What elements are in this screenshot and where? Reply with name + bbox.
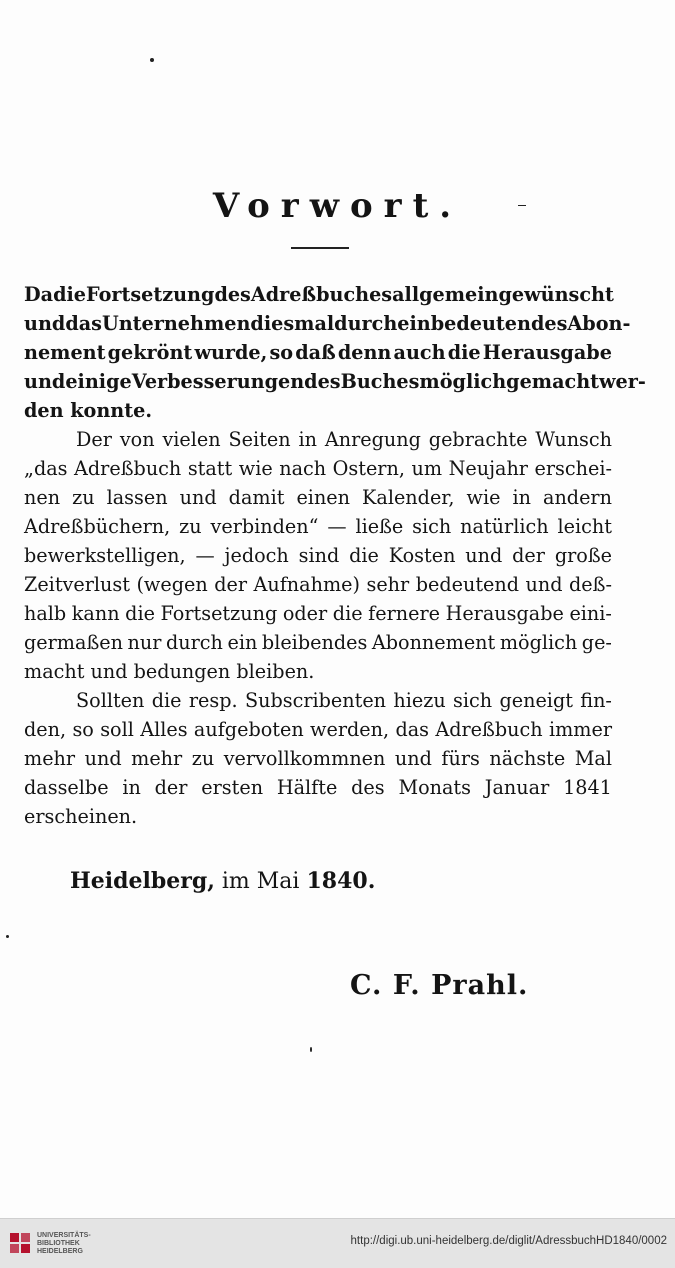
text-line: und einige Verbesserungen des Buches möglich gemacht wer- bbox=[24, 370, 646, 393]
library-logo-text bbox=[37, 1232, 91, 1256]
paragraph-2 bbox=[24, 425, 612, 686]
text-line: Sollten die resp. Subscribenten hiezu sich geneigt fin- bbox=[76, 689, 612, 712]
logo-line: UNIVERSITÄTS- bbox=[37, 1232, 91, 1239]
library-logo-icon bbox=[8, 1231, 32, 1255]
text-line: macht und bedungen bleiben. bbox=[24, 660, 315, 683]
text-line: den konnte. bbox=[24, 399, 152, 422]
logo-line: HEIDELBERG bbox=[37, 1248, 83, 1255]
title-divider bbox=[291, 247, 349, 249]
text-line: bewerkstelligen, — jedoch sind die Kosten und der große bbox=[24, 544, 612, 567]
text-line: und das Unternehmen diesmal durch ein bedeutendes Abon- bbox=[24, 312, 631, 335]
text-line: Da die Fortsetzung des Adreßbuches allgemein gewünscht bbox=[24, 283, 614, 306]
text-line: „das Adreßbuch statt wie nach Ostern, um Neujahr erschei- bbox=[24, 457, 612, 480]
text-line: Adreßbüchern, zu verbinden“ — ließe sich natürlich leicht bbox=[24, 515, 612, 538]
text-line: mehr und mehr zu vervollkommnen und fürs nächste Mal bbox=[24, 747, 612, 770]
page-speck bbox=[6, 935, 9, 938]
text-line: den, so soll Alles aufgeboten werden, das Adreßbuch immer bbox=[24, 718, 612, 741]
text-line: Der von vielen Seiten in Anregung gebrachte Wunsch bbox=[76, 428, 612, 451]
page-title: Vorwort. bbox=[212, 186, 463, 226]
text-line: nement gekrönt wurde, so daß denn auch die Herausgabe bbox=[24, 341, 612, 364]
place-city: Heidelberg, bbox=[70, 868, 215, 894]
text-line: halb kann die Fortsetzung oder die fernere Herausgabe eini- bbox=[24, 602, 612, 625]
text-line: nen zu lassen und damit einen Kalender, wie in andern bbox=[24, 486, 612, 509]
paragraph-1 bbox=[24, 280, 646, 425]
page-speck bbox=[150, 58, 154, 62]
logo-line: BIBLIOTHEK bbox=[37, 1240, 80, 1247]
place-year: 1840. bbox=[306, 868, 376, 894]
place-date-line bbox=[70, 868, 375, 894]
text-line: Zeitverlust (wegen der Aufnahme) sehr bedeutend und deß- bbox=[24, 573, 612, 596]
permalink-url[interactable]: http://digi.ub.uni-heidelberg.de/diglit/AdressbuchHD1840/0002 bbox=[350, 1235, 667, 1247]
paragraph-3 bbox=[24, 686, 612, 831]
text-line: germaßen nur durch ein bleibendes Abonnement möglich ge- bbox=[24, 631, 612, 654]
text-line: erscheinen. bbox=[24, 805, 138, 828]
author-signature: C. F. Prahl. bbox=[350, 970, 529, 1001]
place-month: im Mai bbox=[221, 869, 300, 894]
viewer-footer bbox=[0, 1218, 675, 1268]
page-speck bbox=[310, 1047, 312, 1052]
text-line: dasselbe in der ersten Hälfte des Monats Januar 1841 bbox=[24, 776, 612, 799]
preface-body bbox=[24, 280, 646, 831]
